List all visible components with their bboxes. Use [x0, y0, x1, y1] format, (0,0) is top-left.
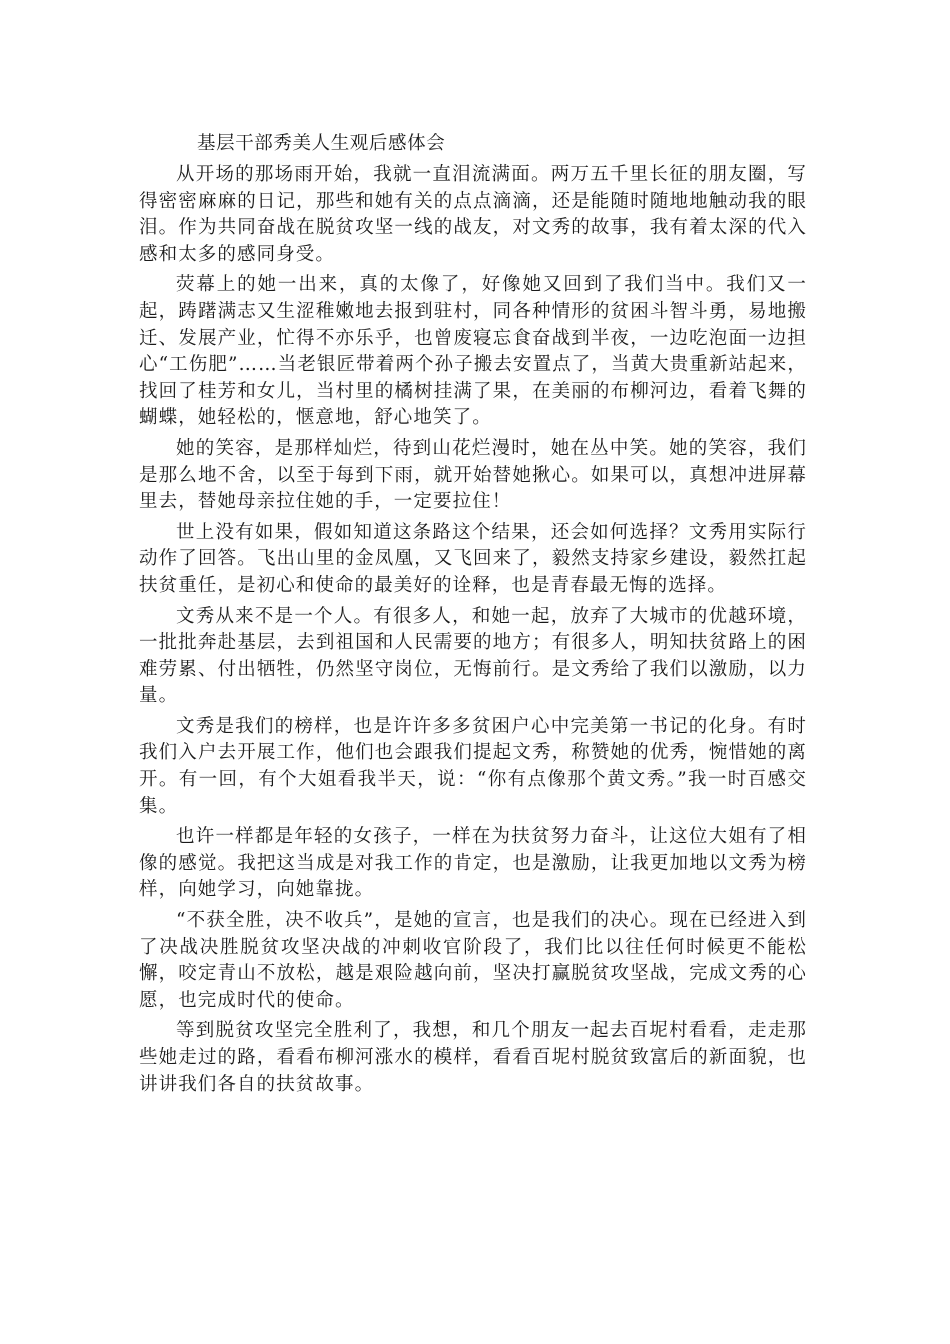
document-page: [139, 130, 807, 1102]
paragraph-9: 等到脱贫攻坚完全胜利了，我想，和几个朋友一起去百坭村看看，走走那些她走过的路，看看布柳河涨水的模样，看看百坭村脱贫致富后的新面貌，也讲讲我们各自的扶贫故事。: [139, 1020, 807, 1095]
paragraph-2: 荧幕上的她一出来，真的太像了，好像她又回到了我们当中。我们又一起，踌躇满志又生涩稚嫩地去报到驻村，同各种情形的贫困斗智斗勇，易地搬迁、发展产业，忙得不亦乐乎，也曾废寝忘食奋战到半夜，一边吃泡面一边担心“工伤肥”……当老银匠带着两个孙子搬去安置点了，当黄大贵重新站起来，找回了桂芳和女儿，当村里的橘树挂满了果，在美丽的布柳河边，看着飞舞的蝴蝶，她轻松的，惬意地，舒心地笑了。: [139, 274, 807, 429]
document-title: 基层干部秀美人生观后感体会: [197, 133, 446, 154]
paragraph-5: 文秀从来不是一个人。有很多人，和她一起，放弃了大城市的优越环境，一批批奔赴基层，去到祖国和人民需要的地方；有很多人，明知扶贫路上的困难劳累、付出牺牲，仍然坚守岗位，无悔前行。是文秀给了我们以激励，以力量。: [139, 605, 807, 707]
paragraph-6: 文秀是我们的榜样，也是许许多多贫困户心中完美第一书记的化身。有时我们入户去开展工作，他们也会跟我们提起文秀，称赞她的优秀，惋惜她的离开。有一回，有个大姐看我半天，说：“你有点像那个黄文秀。”我一时百感交集。: [139, 715, 807, 817]
paragraph-7: 也许一样都是年轻的女孩子，一样在为扶贫努力奋斗，让这位大姐有了相像的感觉。我把这当成是对我工作的肯定，也是激励，让我更加地以文秀为榜样，向她学习，向她靠拢。: [139, 826, 807, 901]
paragraph-1: 从开场的那场雨开始，我就一直泪流满面。两万五千里长征的朋友圈，写得密密麻麻的日记，那些和她有关的点点滴滴，还是能随时随地地触动我的眼泪。作为共同奋战在脱贫攻坚一线的战友，对文秀的故事，我有着太深的代入感和太多的感同身受。: [139, 164, 807, 265]
paragraph-3: 她的笑容，是那样灿烂，待到山花烂漫时，她在丛中笑。她的笑容，我们是那么地不舍，以至于每到下雨，就开始替她揪心。如果可以，真想冲进屏幕里去，替她母亲拉住她的手，一定要拉住！: [139, 437, 807, 513]
paragraph-8: “不获全胜，决不收兵”，是她的宣言，也是我们的决心。现在已经进入到了决战决胜脱贫攻坚决战的冲刺收官阶段了，我们比以往任何时候更不能松懈，咬定青山不放松，越是艰险越向前，坚决打赢脱贫攻坚战，完成文秀的心愿，也完成时代的使命。: [139, 910, 807, 1011]
paragraph-4: 世上没有如果，假如知道这条路这个结果，还会如何选择？文秀用实际行动作了回答。飞出山里的金凤凰，又飞回来了，毅然支持家乡建设，毅然扛起扶贫重任，是初心和使命的最美好的诠释，也是青春最无悔的选择。: [139, 521, 807, 596]
